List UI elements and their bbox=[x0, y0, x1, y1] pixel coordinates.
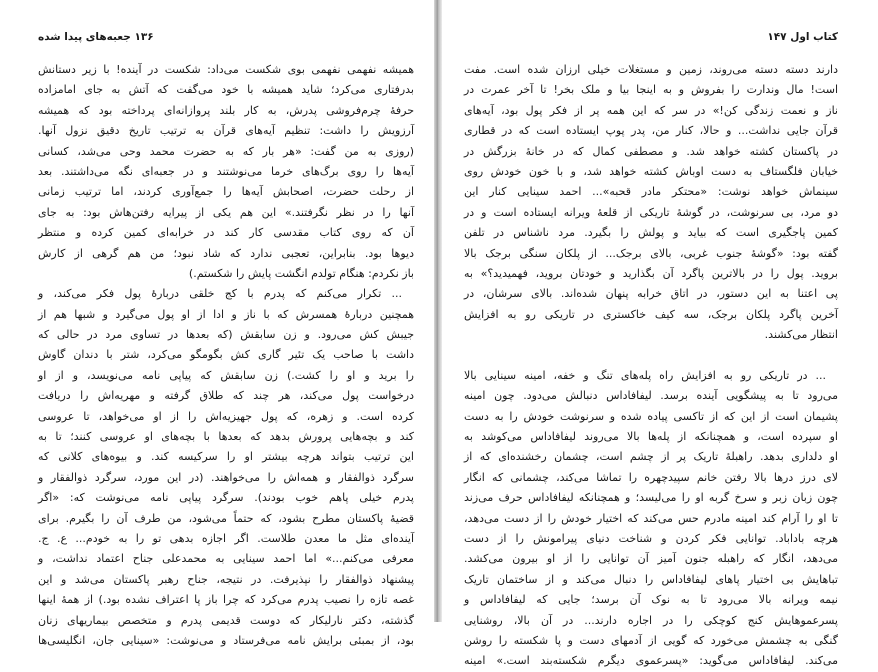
text-line: (روزی به من گفت: «هر بار که به حضرت محمد وحی می‌شد، کسانی bbox=[38, 144, 414, 158]
text-line: درخواست پول می‌کند، هر چند که طلاق گرفته و مهریه‌اش را دریافت bbox=[38, 389, 414, 403]
text-line: گفته بود: «گوشهٔ جنوب غربی، بالای برجک... از پلکان سنگی برجک بالا bbox=[464, 246, 838, 260]
text-line: معرفی می‌کنم...» اما احمد سینایی به محمدعلی جناح اعتماد نداشت، و bbox=[38, 552, 414, 566]
text-line: دارند دسته دسته می‌روند، زمین و مستغلات خیلی ارزان شده است. مفت bbox=[464, 63, 838, 76]
text-line: بدرفتاری می‌کرد؛ شاید همیشه با خود می‌گفت که آتش به جای امامزاده bbox=[38, 83, 414, 97]
right-page-body bbox=[464, 60, 838, 672]
text-line: گنگی به چشمش می‌خورد که گویی از آدمهای دست و پا شکسته را روشن bbox=[464, 633, 838, 647]
text-line: دیوها بود. بنابراین، تعجبی ندارد که شاد نبود؛ من هم گرهی از کارش bbox=[38, 246, 414, 260]
text-line: لای درز درها بالا رفتن خانم سپیدچهره را تماشا می‌کند، چشمانی که انگار bbox=[464, 470, 838, 484]
left-page-body bbox=[38, 60, 414, 651]
text-line: باز نکردم: هنگام تولدم انگشت پایش را شکستم.) bbox=[188, 266, 414, 280]
paragraph-gap bbox=[464, 345, 838, 365]
text-line: را برید و او را کشت.) زن سابقش که پیاپی نامه می‌نویسد، و از او bbox=[38, 368, 414, 382]
left-page-header bbox=[38, 30, 414, 44]
text-line: سینماش خواهد نوشت: «محتکر مادر قحبه»... احمد سینایی کنار این bbox=[464, 185, 838, 199]
text-line: جیبش کش می‌رود. و زن سابقش (که بعدها در تساوی مرد در حالی که bbox=[38, 328, 414, 342]
text-line: از رحلت حضرت، اصحابش آیه‌ها را جمع‌آوری کردند، اما ترتیب زمانی bbox=[38, 185, 414, 199]
text-line: کمین پاجگیری است که بیاید و پولش را بگیرد. مرد ناشناس در تلفن bbox=[464, 226, 838, 240]
text-line: انتظار می‌کشند. bbox=[764, 328, 838, 342]
text-line: آیه‌ها را روی برگ‌های خرما می‌نوشتند و در جعبه‌ای نگه می‌داشتند. بعد bbox=[38, 164, 414, 178]
text-line: پسرعموهایش کنج کوچکی را در اجاره دارند... در آن بالا، روشنایی bbox=[464, 613, 838, 627]
text-line: می‌دهد، انگار که راهبله جنون آمیز آن توانایی را از او بیرون می‌کشد. bbox=[464, 552, 838, 566]
text-line: آینده‌ای مثل ما معدن طلاست. اگر اجازه بدهی تو را به خودم... ع. ج. bbox=[38, 531, 414, 545]
text-line: کند و بچه‌هایی پرورش بدهد که بعدها با بچه‌های او عروسی کنند؛ تا به bbox=[38, 430, 414, 444]
right-page bbox=[442, 0, 878, 668]
text-line: در پاکستان کشته خواهد شد. و مصطفی کمال که در خانهٔ بزرگش در bbox=[464, 144, 838, 158]
text-line: بروید. پول را در بالاترین پاگرد آن بگذارید و خودتان بروید، فهمیدید؟» به bbox=[464, 266, 838, 280]
left-page bbox=[0, 0, 436, 647]
right-page-running-head: کتاب اول ۱۴۷ bbox=[767, 31, 838, 43]
text-line: می‌رود تا به پیشگویی آینده برسد. لیفافاداس دنبالش می‌دود. چون امینه bbox=[464, 389, 838, 403]
text-line: همچنین دربارهٔ همسرش که با ناز و ادا از او پول می‌گیرد و شبها هم از bbox=[38, 307, 414, 321]
text-line: قضیهٔ پاکستان مطرح بشود، که حتماً می‌شود، من طرف آن را بگیرم. برای bbox=[38, 511, 414, 525]
right-page-header bbox=[464, 30, 838, 44]
text-line: پشیمان است از این که از تاکسی پیاده شده و سرنوشت خودش را به دست bbox=[464, 409, 838, 423]
text-line: گذشته، دکتر نارلیکار که دوست قدیمی پدرم و متخصص بیماریهای زنان bbox=[38, 613, 414, 627]
text-line: آرزویش را داشت: تنظیم آیه‌های قرآن به ترتیب تاریخ دقیق نزول آنها. bbox=[38, 124, 414, 138]
text-line: تا او را آرام کند امینه مادرم حس می‌کند که اختیار خودش را از دست می‌دهد، bbox=[464, 511, 838, 525]
text-line: داشت با صاحب یک تئیر گاری کش بگومگو می‌کرد، شتر با دندان گاوش bbox=[38, 348, 414, 362]
text-line: سرگرد ذوالفقار و همه‌اش را می‌خواهند. (در این مورد، سرگرد ذوالفقار و bbox=[38, 470, 414, 484]
text-line: قرآن جایی نداشت... و حالا، کنار من، پدر پوپ ایستاده است که در قطاری bbox=[464, 124, 838, 138]
text-line: بود، از بمبئی برایش نامه می‌فرستاد و می‌نوشت: «سینایی جان، انگلیسی‌ها bbox=[38, 633, 414, 647]
text-line: هرچه باداباد. توانایی فکر کردن و شناخت دنیای پیرامونش را از دست bbox=[464, 531, 838, 545]
text-line: آخرین پاگرد پلکان برجک، سه کیف خاکستری در تاریکی رو به افزایش bbox=[464, 307, 838, 321]
text-line: دو مرد، بی سرنوشت، در گوشهٔ تاریکی از قلعهٔ ویرانه ایستاده است و در bbox=[464, 205, 838, 219]
text-line: او سپرده است، و همچنانکه از پله‌ها بالا می‌روند لیفافاداس می‌کوشد به bbox=[464, 430, 838, 444]
text-line: همیشه نفهمی نفهمی بوی شکست می‌داد: شکست در آینده! با زیر دستانش bbox=[38, 63, 414, 76]
text-line: آنها را در نظر نگرفتند.» این هم یکی از پیرایه رفتن‌هاش بود: به جای bbox=[38, 205, 414, 219]
text-line: چون زبان زبر و سرخ گربه او را می‌لیسد؛ و همچنانکه لیفافاداس حرف می‌زند bbox=[464, 491, 838, 505]
text-line: پدرم خیلی پاهم خوب بودند). سرگرد پیاپی نامه می‌نوشت که: «اگر bbox=[38, 491, 414, 505]
book-gutter bbox=[434, 0, 442, 622]
text-line: است! مال وندارت را بفروش و به اینجا بیا و ملک بخر! تا آخر عمرت در bbox=[464, 83, 838, 97]
text-line: ناز و نعمت زندگی کن!» در سر که این همه پر از فکر پول بود، آیه‌های bbox=[464, 103, 838, 117]
text-line: پیشنهاد ذوالفقار را نپذیرفت. در نتیجه، جناح رهبر پاکستان می‌شد و این bbox=[38, 572, 414, 586]
text-line: ... تکرار می‌کنم که پدرم با کج خلقی دربارهٔ پول فکر می‌کند، و bbox=[38, 287, 402, 301]
text-line: می‌کند. لیفافاداس می‌گوید: «پسرعموی دیگرم شکسته‌بند است.» امینه bbox=[464, 654, 838, 668]
text-line: غصه تازه را نصیب پدرم می‌کرد که چرا باز پا اعتراف نشده بود.) از همهٔ اینها bbox=[38, 593, 414, 607]
text-line: نیمه ویرانه بالا می‌رود تا به نوک آن برسد؛ جایی که لیفافاداس و bbox=[464, 593, 838, 607]
text-line: خیابان فلگستاف به دست اوباش کشته خواهد شد، و با خون خودش روی bbox=[464, 164, 838, 178]
left-page-running-head: ۱۳۶ جعبه‌های پیدا شده bbox=[38, 31, 154, 43]
text-line: او دلداری بدهد. راهبلهٔ تاریک پر از چشم است، چشمان رخشنده‌ای که از bbox=[464, 450, 838, 464]
text-line: حرفهٔ چرم‌فروشی پدرش، به کار بلند پروازانه‌ای پرداخته بود که همیشه bbox=[38, 103, 414, 117]
text-line: پی اعتنا به این دستور، در اتاق خرابه پنهان شده‌اند. بالای سرشان، در bbox=[464, 287, 838, 301]
text-line: این ترتیب بتواند هرچه بیشتر او را سرکیسه کند. و بیوه‌های کلانی که bbox=[38, 450, 414, 464]
text-line: کرده است. و زهره، که پول جهیزیه‌اش را از او می‌خواهد، تا عروسی bbox=[38, 409, 414, 423]
text-line: تباهایش بی اختیار پاهای لیفافاداس را دنبال می‌کند و از ساختمان تاریک bbox=[464, 572, 838, 586]
text-line: ... در تاریکی رو به افزایش راه پله‌های تنگ و خفه، امینه سینایی بالا bbox=[464, 368, 826, 382]
text-line: آن که روی کتاب مقدسی کار کند در خرابه‌ای کمین کرده و منتظر bbox=[38, 226, 414, 240]
